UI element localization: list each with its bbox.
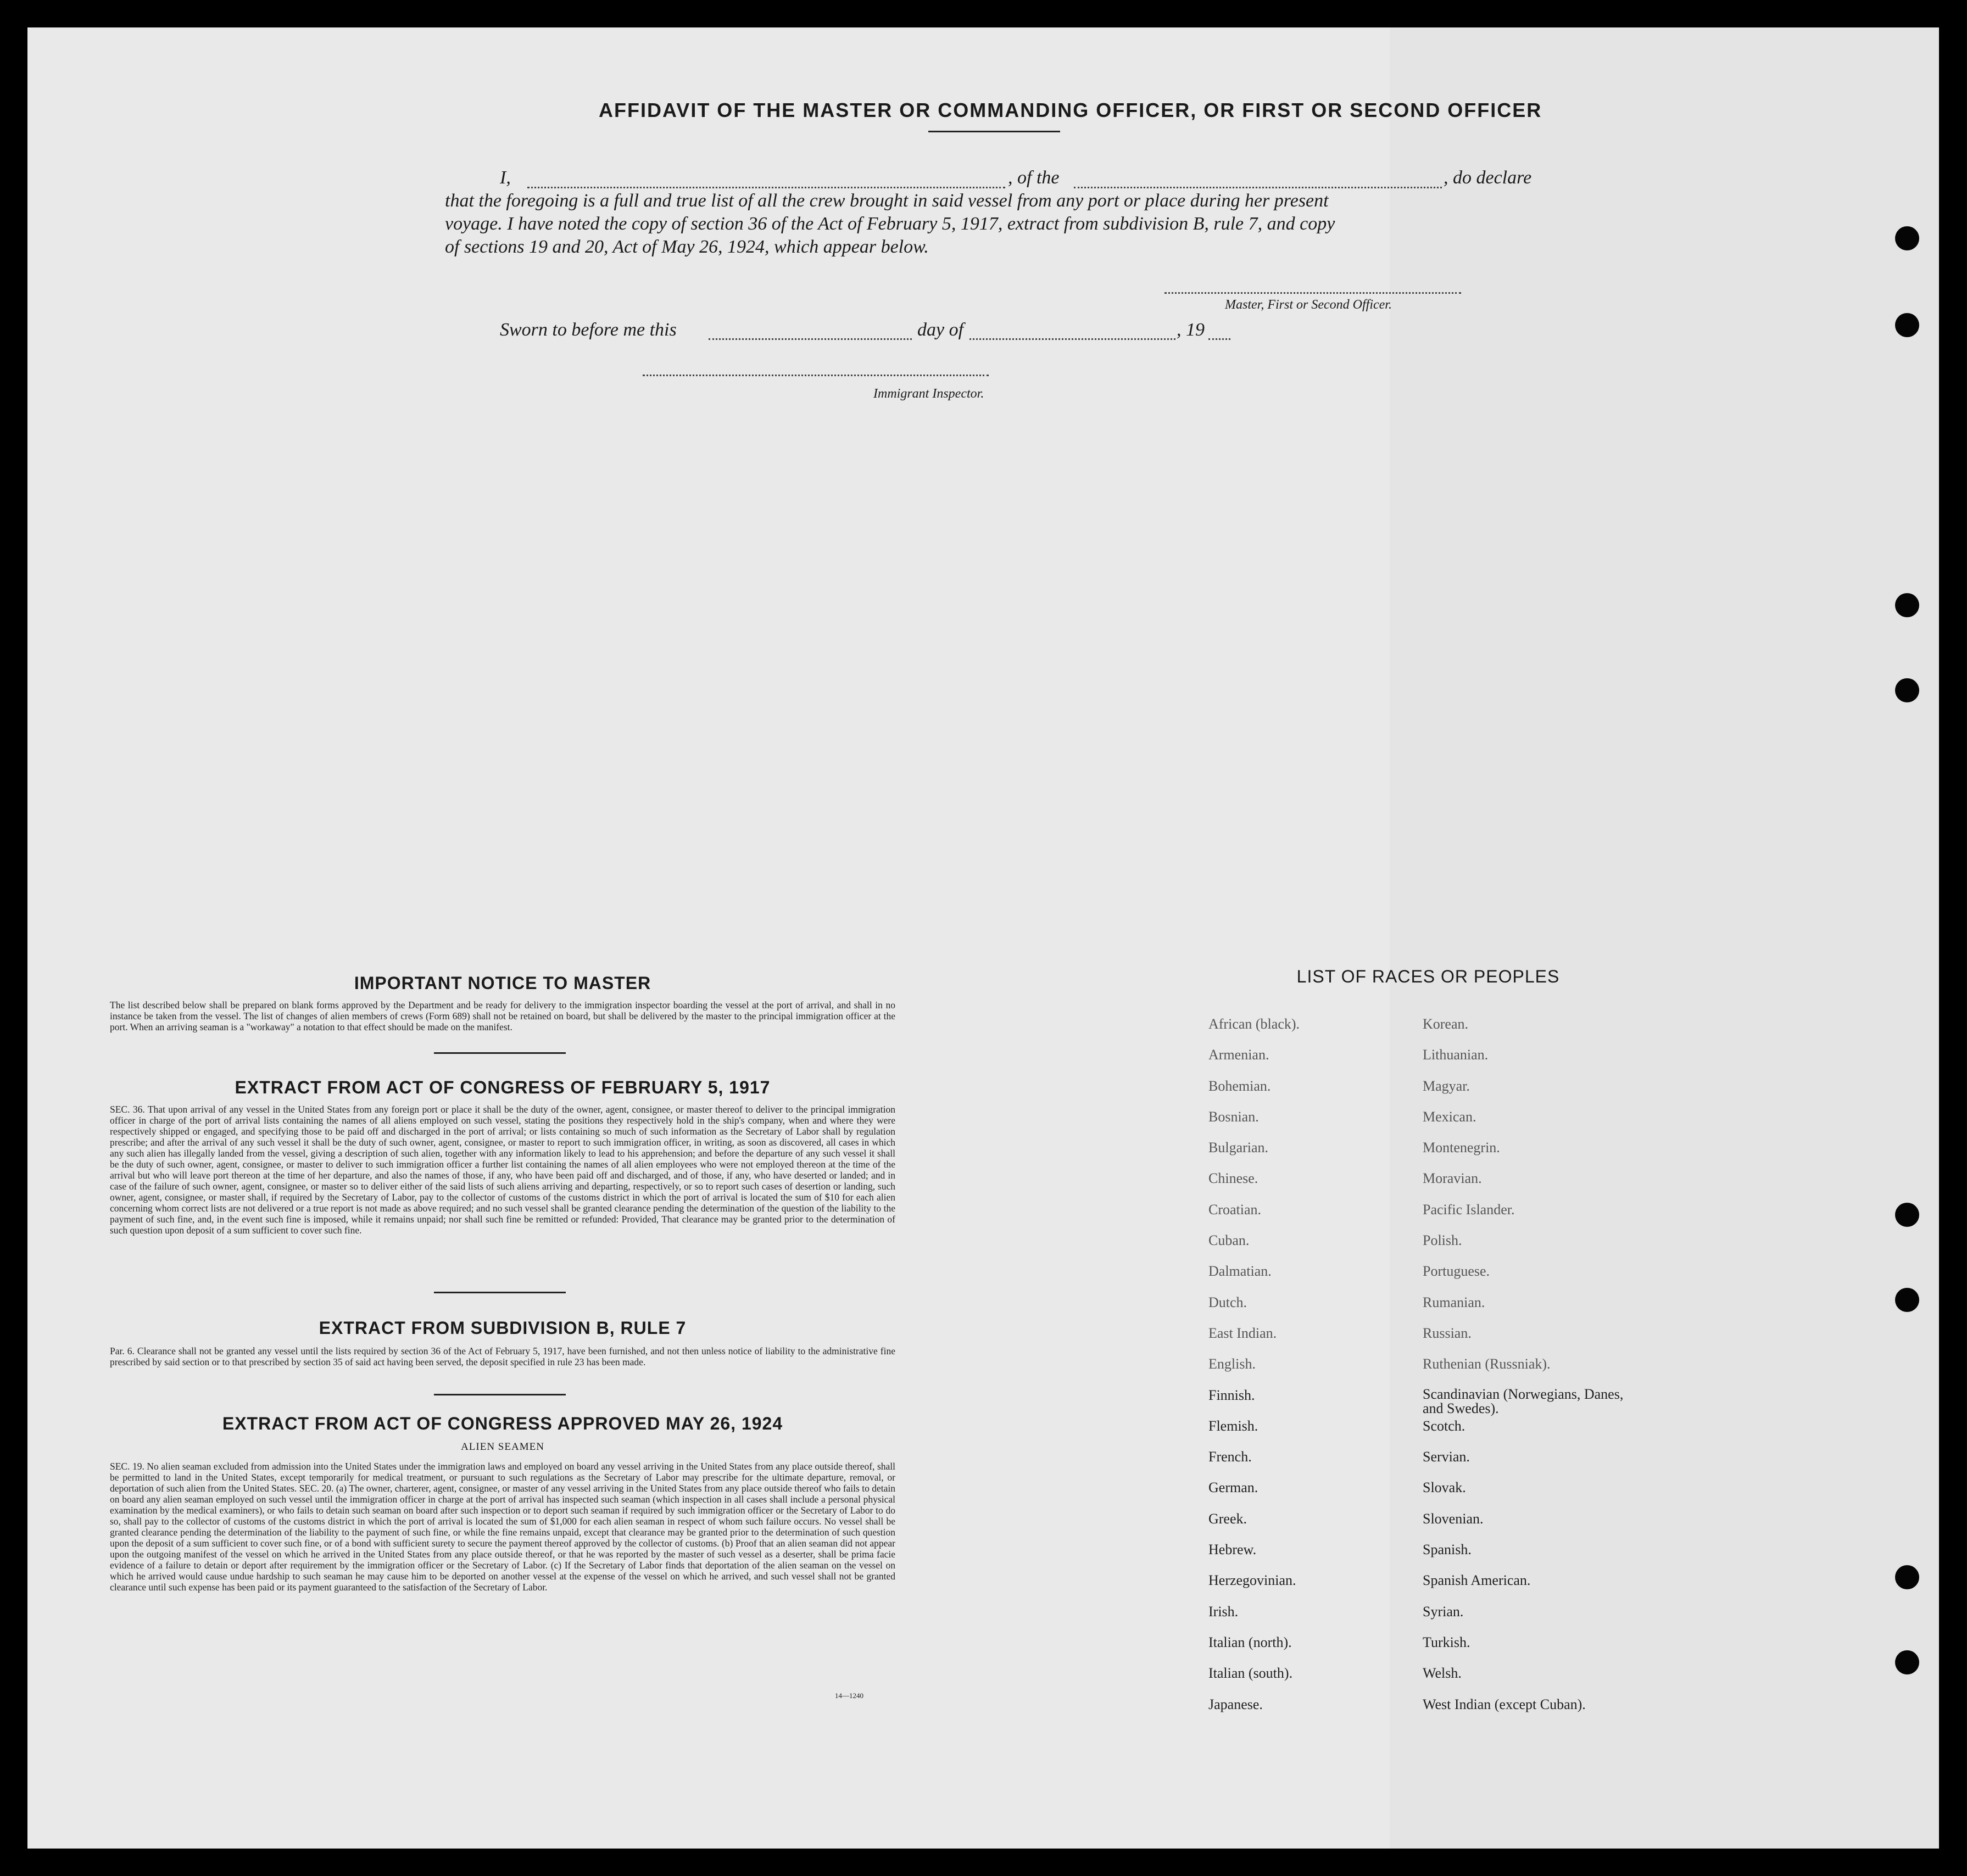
race-item: Slovenian. [1423, 1510, 1484, 1527]
section-divider [434, 1394, 566, 1395]
race-item: Italian (south). [1208, 1665, 1293, 1682]
binder-hole [1895, 1203, 1919, 1227]
race-item: West Indian (except Cuban). [1423, 1696, 1586, 1712]
race-item: Greek. [1208, 1510, 1247, 1527]
notice-text: The list described below shall be prepared on blank forms approved by the Department and be ready for delivery to the immigration inspector boarding the vessel at the port of arrival, and shall in no instance be taken from the vessel. The list of changes of alien members of crews (Form 689) shall not be retained on board, but shall be delivered by the master to the principal immigration officer at the port. When an arriving seaman is a "workaway" a notation to that effect should be made on the manifest. [110, 1000, 895, 1032]
race-item: Bosnian. [1208, 1108, 1259, 1125]
race-item: Herzegovinian. [1208, 1572, 1296, 1589]
race-item: Turkish. [1423, 1634, 1470, 1650]
race-item: Korean. [1423, 1016, 1469, 1032]
declaration-do-declare: , do declare [1444, 168, 1532, 188]
section-divider [434, 1292, 566, 1293]
race-item: Pacific Islander. [1423, 1201, 1515, 1218]
race-item: African (black). [1208, 1016, 1300, 1032]
declaration-of-the: , of the [1008, 168, 1060, 188]
race-item: Moravian. [1423, 1170, 1482, 1187]
inspector-signature-line [643, 375, 989, 376]
race-item: Syrian. [1423, 1603, 1464, 1620]
race-item: Spanish. [1423, 1542, 1472, 1558]
rule7-heading: EXTRACT FROM SUBDIVISION B, RULE 7 [319, 1318, 687, 1338]
race-item: Bohemian. [1208, 1077, 1271, 1094]
race-item: Flemish. [1208, 1417, 1258, 1434]
race-item: Dutch. [1208, 1294, 1247, 1310]
race-item: Lithuanian. [1423, 1047, 1489, 1063]
declaration-line-3: voyage. I have noted the copy of section 36 of the Act of February 5, 1917, extract from subdivision B, rule 7, and copy [445, 214, 1335, 234]
race-item: East Indian. [1208, 1325, 1277, 1341]
binder-hole [1895, 226, 1919, 250]
race-item: Cuban. [1208, 1232, 1250, 1249]
declaration-line-4: of sections 19 and 20, Act of May 26, 1924, which appear below. [445, 237, 929, 257]
name-blank-line [527, 187, 1005, 188]
race-item: Dalmatian. [1208, 1263, 1272, 1280]
day-of-label: day of [917, 320, 964, 340]
year-label: , 19 [1177, 320, 1205, 340]
race-item: Ruthenian (Russniak). [1423, 1356, 1551, 1372]
section-divider [434, 1052, 566, 1054]
race-item: Croatian. [1208, 1201, 1262, 1218]
race-item: Portuguese. [1423, 1263, 1490, 1280]
race-item: Polish. [1423, 1232, 1462, 1249]
binder-hole [1895, 593, 1919, 617]
race-item: Bulgarian. [1208, 1140, 1269, 1156]
race-item: Mexican. [1423, 1108, 1476, 1125]
race-item: Armenian. [1208, 1047, 1269, 1063]
extract-1924-text: SEC. 19. No alien seaman excluded from admission into the United States under the immigration laws and employed on board any vessel arriving in the United States from any place outside thereof, shall be permitted to land in the United States, except temporarily for medical treatment, or pursuant to such regulations as the Secretary of Labor may prescribe for the ultimate departure, removal, or deportation of such alien from the United States. SEC. 20. (a) The owner, charterer, agent, consignee, or master of any vessel arriving in the United States from any place outside thereof who fails to detain on board any alien seaman employed on such vessel until the immigration officer in charge at the port of arrival has inspected such seaman (which inspection in all cases shall include a personal physical examination by the medical examiners), or who fails to detain such seaman on board after such inspection or to deport such seaman if required by such immigration officer or the Secretary of Labor to do so, shall pay to the collector of customs of the customs district in which the port of arrival is located the sum of $1,000 for each alien seaman in respect of whom such failure occurs. No vessel shall be granted clearance pending the determination of the liability to the payment of such fine, or while the fine remains unpaid, except that clearance may be granted prior to the determination of such question upon the deposit of a sum sufficient to cover such fine, or of a bond with sufficient surety to secure the payment thereof approved by the collector of customs. (b) Proof that an alien seaman did not appear upon the outgoing manifest of the vessel on which he arrived in the United States from any place outside thereof, or that he was reported by the master of such vessel as a deserter, shall be prima facie evidence of a failure to detain or deport after requirement by the immigration officer or the Secretary of Labor. (c) If the Secretary of Labor finds that deportation of the alien seaman on the vessel on which he arrived would cause undue hardship to such seaman he may cause him to be deported on another vessel at the expense of the vessel on which he arrived, and such vessel shall not be granted clearance until such expense has been paid or its payment guaranteed to the satisfaction of the Secretary of Labor. [110, 1461, 895, 1593]
races-heading: LIST OF RACES OR PEOPLES [1296, 967, 1560, 986]
binder-hole [1895, 313, 1919, 337]
title-underline [928, 131, 1060, 132]
race-item: Scotch. [1423, 1417, 1466, 1434]
binder-hole [1895, 1288, 1919, 1312]
document-page [27, 27, 1939, 1849]
signature-caption: Master, First or Second Officer. [1225, 298, 1392, 312]
race-item: Finnish. [1208, 1387, 1255, 1403]
race-item: English. [1208, 1356, 1256, 1372]
race-item: Scandinavian (Norwegians, Danes, and Swedes). [1423, 1386, 1624, 1416]
race-item: Russian. [1423, 1325, 1472, 1341]
sworn-month-line [969, 338, 1175, 340]
race-item: Servian. [1423, 1449, 1470, 1465]
race-item: Magyar. [1423, 1077, 1470, 1094]
notice-heading: IMPORTANT NOTICE TO MASTER [354, 973, 651, 993]
race-item: Japanese. [1208, 1696, 1263, 1712]
race-item: French. [1208, 1449, 1252, 1465]
binder-hole [1895, 1565, 1919, 1589]
inspector-caption: Immigrant Inspector. [873, 387, 984, 401]
binder-hole [1895, 678, 1919, 702]
declaration-i: I, [500, 168, 511, 188]
race-item: German. [1208, 1479, 1258, 1496]
sworn-year-line [1208, 338, 1230, 340]
race-item: Hebrew. [1208, 1542, 1257, 1558]
race-item: Chinese. [1208, 1170, 1258, 1187]
races-column-left [1208, 1016, 1300, 1727]
declaration-line-2: that the foregoing is a full and true list of all the crew brought in said vessel from any port or place during her present [445, 191, 1329, 211]
race-item: Irish. [1208, 1603, 1239, 1620]
extract-1917-heading: EXTRACT FROM ACT OF CONGRESS OF FEBRUARY 5, 1917 [235, 1077, 771, 1097]
rule7-text: Par. 6. Clearance shall not be granted any vessel until the lists required by section 36 of the Act of February 5, 1917, have been furnished, and not then unless notice of liability to the administrative fine prescribed by said section or to that prescribed by section 35 of said act having been served, the deposit specified in rule 23 has been made. [110, 1345, 895, 1367]
race-item: Rumanian. [1423, 1294, 1485, 1310]
extract-1917-text: SEC. 36. That upon arrival of any vessel in the United States from any foreign port or place it shall be the duty of the owner, agent, consignee, or master thereof to deliver to the principal immigration officer in charge of the port of arrival lists containing the names of all aliens employed on such vessel, stating the positions they respectively hold in the ship's company, when and where they were respectively shipped or engaged, and specifying those to be paid off and discharged in the port of arrival; or lists containing so much of such information as the Secretary of Labor shall by regulation prescribe; and after the arrival of any such vessel it shall be the duty of such owner, agent, consignee, or master to report to such immigration officer, in writing, as soon as discovered, all cases in which any such alien has illegally landed from the vessel, giving a description of such alien, together with any information likely to lead to his apprehension; and before the departure of any such vessel it shall be the duty of such owner, agent, consignee, or master to deliver to such immigration officer a further list containing the names of all alien employees who were not employed thereon at the time of the arrival but who will leave port thereon at the time of her departure, and also the names of those, if any, who have been paid off and discharged, and of those, if any, who have deserted or landed; and in case of the failure of such owner, agent, consignee, or master so to deliver either of the said lists of such aliens arriving and departing, respectively, or so to report such cases of desertion or landing, such owner, agent, consignee, or master shall, if required by the Secretary of Labor, pay to the collector of customs of the customs district in which the port of arrival is located the sum of $10 for each alien concerning whom correct lists are not delivered or a true report is not made as above required; and no such vessel shall be granted clearance pending the determination of the question of the liability to the payment of such fine, and, in the event such fine is imposed, while it remains unpaid; nor shall such fine be remitted or refunded: Provided, That clearance may be granted prior to the determination of such question upon deposit of a sum sufficient to cover such fine. [110, 1104, 895, 1236]
form-number: 14—1240 [835, 1691, 863, 1700]
extract-1924-heading: EXTRACT FROM ACT OF CONGRESS APPROVED MAY 26, 1924 [222, 1414, 783, 1433]
binder-hole [1895, 1650, 1919, 1674]
race-item: Italian (north). [1208, 1634, 1292, 1650]
sworn-before-label: Sworn to before me this [500, 320, 677, 340]
race-item: Spanish American. [1423, 1572, 1531, 1589]
signature-line [1164, 292, 1461, 294]
affidavit-title: AFFIDAVIT OF THE MASTER OR COMMANDING OFFICER, OR FIRST OR SECOND OFFICER [599, 99, 1542, 121]
sworn-day-line [709, 338, 912, 340]
alien-seamen-subheading: ALIEN SEAMEN [461, 1441, 544, 1453]
race-item: Montenegrin. [1423, 1140, 1500, 1156]
race-item: Welsh. [1423, 1665, 1462, 1682]
race-item: Slovak. [1423, 1479, 1466, 1496]
races-column-right [1423, 1016, 1675, 1727]
vessel-blank-line [1074, 187, 1442, 188]
